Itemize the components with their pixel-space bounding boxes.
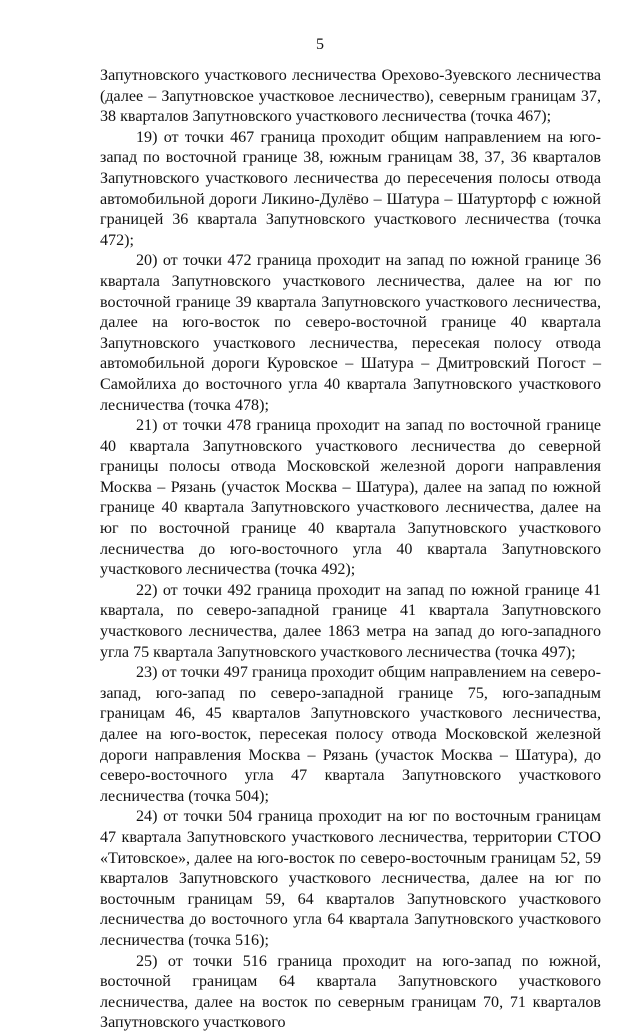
page-number: 5 <box>316 36 324 53</box>
paragraph-item-19: 19) от точки 467 граница проходит общим направлением на юго-запад по восточной границе 38, южным границам 38, 37, 36 кварталов Запутновского участкового лесничества до пересечения полосы отвода автомобильной дороги Ликино-Дулёво – Шатура – Шатурторф с южной границей 36 квартала Запутновского участкового лесничества (точка 472); <box>100 128 601 249</box>
paragraph-continuation: Запутновского участкового лесничества Орехово-Зуевского лесничества (далее – Запутновское участковое лесничество), северным границам 37, 38 кварталов Запутновского участкового лесничества (точка 467); <box>100 67 601 126</box>
paragraph-item-24: 24) от точки 504 граница проходит на юг по восточным границам 47 квартала Запутновского участкового лесничества, территории СТОО «Титовское», далее на юго-восток по северо-восточным границам 52, 59 кварталов Запутновского участкового лесничества, далее на юг по восточным границам 59, 64 кварталов Запутновского участкового лесничества до восточного угла 64 квартала Запутновского участкового лесничества (точка 516); <box>100 808 601 949</box>
paragraph-item-23: 23) от точки 497 граница проходит общим направлением на северо-запад, юго-запад по северо-западной границе 75, юго-западным границам 46, 45 кварталов Запутновского участкового лесничества, далее на юго-восток, пересекая полосу отвода Московской железной дороги направления Москва – Рязань (участок Москва – Шатура), до северо-восточного угла 47 квартала Запутновского участкового лесничества (точка 504); <box>100 664 601 805</box>
paragraph-item-20: 20) от точки 472 граница проходит на запад по южной границе 36 квартала Запутновского участкового лесничества, далее на юг по восточной границе 39 квартала Запутновского участкового лесничества, далее на юго-восток по северо-восточной границе 40 квартала Запутновского участкового лесничества, пересекая полосу отвода автомобильной дороги Куровское – Шатура – Дмитровский Погост – Самойлиха до восточного угла 40 квартала Запутновского участкового лесничества (точка 478); <box>100 252 601 414</box>
paragraph-item-21: 21) от точки 478 граница проходит на запад по восточной границе 40 квартала Запутновского участкового лесничества до северной границы полосы отвода Московской железной дороги направления Москва – Рязань (участок Москва – Шатура), далее на запад по южной границе 40 квартала Запутновского участкового лесничества, далее на юг по восточной границе 40 квартала Запутновского участкового лесничества до юго-восточного угла 40 квартала Запутновского участкового лесничества (точка 492); <box>100 417 601 579</box>
paragraph-item-25: 25) от точки 516 граница проходит на юго-запад по южной, восточной границам 64 квартала Запутновского участкового лесничества, далее на восток по северным границам 70, 71 кварталов Запутновского участкового <box>100 952 601 1032</box>
document-body <box>100 66 601 1034</box>
paragraph-item-22: 22) от точки 492 граница проходит на запад по южной границе 41 квартала, по северо-западной границе 41 квартала Запутновского участкового лесничества, далее 1863 метра на запад до юго-западного угла 75 квартала Запутновского участкового лесничества (точка 497); <box>100 581 601 661</box>
